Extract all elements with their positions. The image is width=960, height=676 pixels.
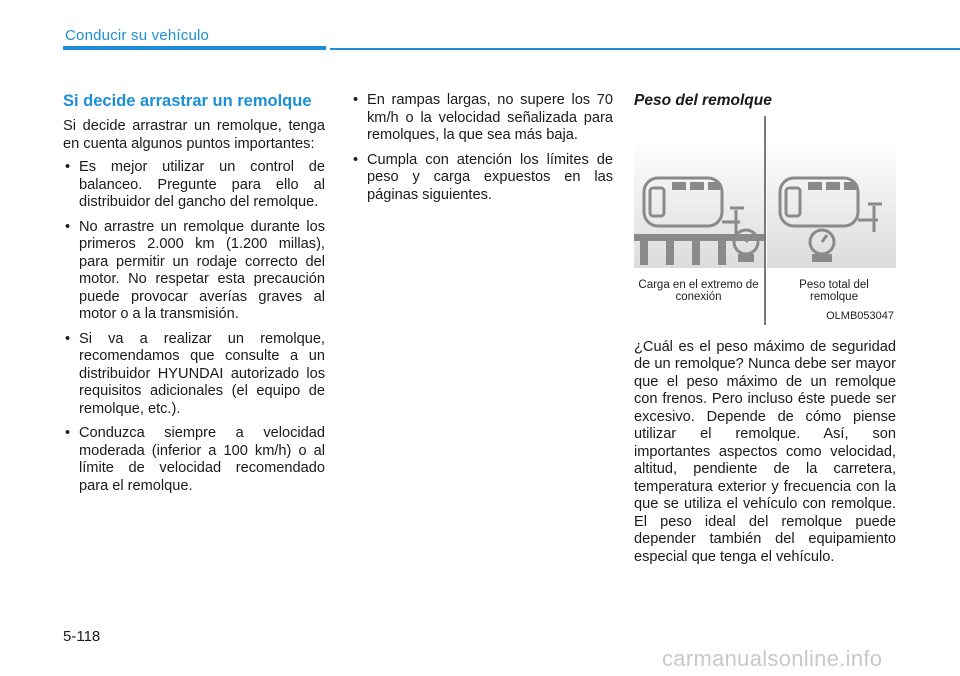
list-item: • Conduzca siempre a velocidad moderada (inferior a 100 km/h) o al límite de velocidad recomendado para el remolque. <box>63 425 325 495</box>
list-item: • No arrastre un remolque durante los primeros 2.000 km (1.200 millas), para permitir un rodaje correcto del motor. No respetar esta precaución puede provocar averías graves al motor o a la transmisión. <box>63 219 325 324</box>
page-number: 5-118 <box>63 628 101 645</box>
column-2 <box>351 92 613 211</box>
section-header: Conducir su vehículo <box>65 27 210 44</box>
list-item: • Si va a realizar un remolque, recomendamos que consulte a un distribuidor HYUNDAI autorizado los requisitos adicionales (el equipo de remolque, etc.). <box>63 331 325 419</box>
figure-code: OLMB053047 <box>826 309 894 322</box>
subsection-title: Peso del remolque <box>634 92 772 109</box>
list-item: • Es mejor utilizar un control de balanceo. Pregunte para ello al distribuidor del gancho del remolque. <box>63 159 325 212</box>
header-rule-thin <box>330 48 960 50</box>
header-rule-thick <box>63 46 326 50</box>
trailer-weight-figure <box>634 116 896 325</box>
section-title: Si decide arrastrar un remolque <box>63 92 312 110</box>
list-item: • En rampas largas, no supere los 70 km/h o la velocidad señalizada para remolques, la que sea más baja. <box>351 92 613 145</box>
bullet-list-2 <box>351 92 613 204</box>
caption-tongue-load: Carga en el extremo de conexión <box>638 278 759 303</box>
intro-paragraph: Si decide arrastrar un remolque, tenga en cuenta algunos puntos importantes: <box>63 118 325 152</box>
column-3 <box>634 92 896 566</box>
list-item: • Cumpla con atención los límites de peso y carga expuestos en las páginas siguientes. <box>351 152 613 205</box>
column-1 <box>63 92 325 502</box>
bullet-list-1 <box>63 159 325 495</box>
body-paragraph: ¿Cuál es el peso máximo de seguridad de un remolque? Nunca debe ser mayor que el peso máximo de un remolque con frenos. Pero incluso éste puede ser excesivo. Depende de cómo piense utilizar el remolque. Así, son importantes aspectos como velocidad, altitud, pendiente de la carretera, temperatura exterior y frecuencia con la que se utiliza el vehículo con remolque. El peso ideal del remolque puede depender también del equipamiento especial que tenga el vehículo. <box>634 338 896 565</box>
caption-total-weight: Peso total del remolque <box>799 278 869 303</box>
watermark: carmanualsonline.info <box>662 646 883 671</box>
